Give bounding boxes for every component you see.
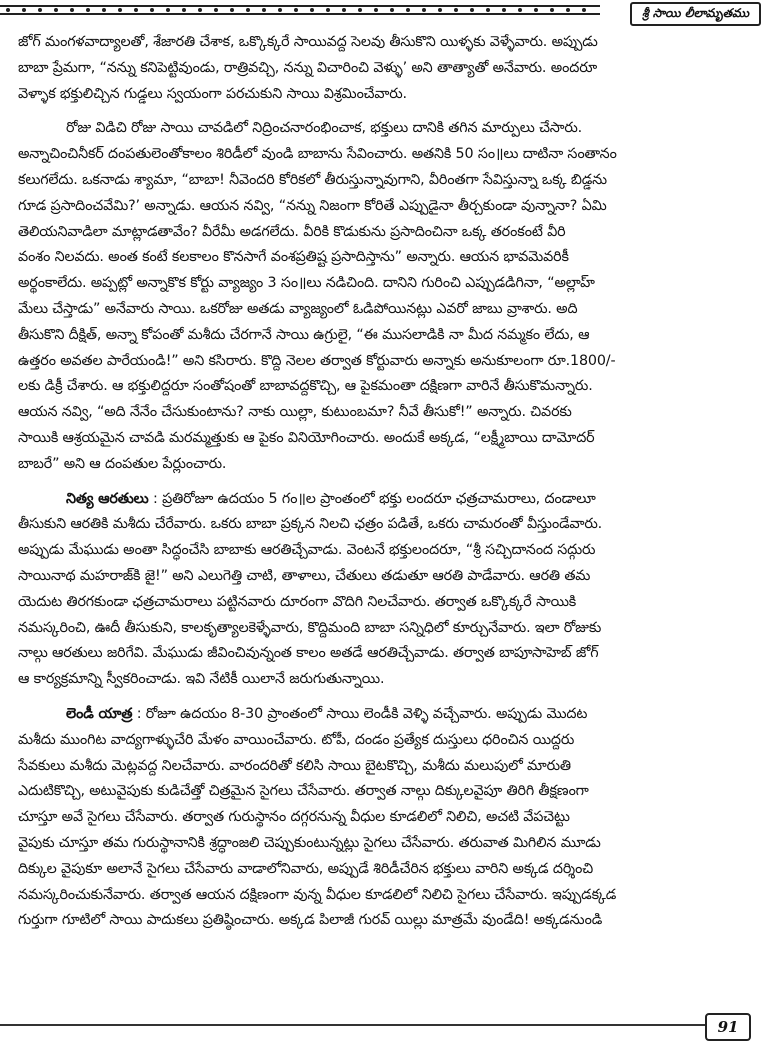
text-line: లకు డిక్రీ చేశారు. ఆ భక్తులిద్దరూ సంతోషంతో బాబావద్దకొచ్చి, ఆ పైకమంతా దక్షిణగా వారినే తీసుకొమన్నారు. (18, 378, 593, 395)
text-run: : రోజూ ఉదయం 8-30 ప్రాంతంలో సాయి లెండీకి వెళ్ళి వచ్చేవారు. అప్పుడు మొదట (132, 705, 588, 722)
running-header: శ్రీ సాయి లీలామృతము (630, 2, 761, 26)
footer-rule (0, 1024, 705, 1026)
text-line: కలుగలేదు. ఒకనాడు శ్యామా, “బాబా! నీవెందరి కోరికలో తీరుస్తున్నావుగాని, వీరింతగా సేవిస్తున్నా ఒక్క బిడ్డను (18, 171, 607, 188)
text-line: ఆయన నవ్వి, “అది నేనేం చేసుకుంటాను? నాకు యిల్లా, కుటుంబమా? నీవే తీసుకో!” అన్నారు. చివరకు (18, 404, 572, 421)
page-number: 91 (705, 1013, 751, 1041)
text-line: గుర్తుగా గూటిలో సాయి పాదుకలు ప్రతిష్ఠించారు. అక్కడ పిలాజీ గురవ్ యిల్లు మాత్రమే వుండేది! అక్కడనుండి (18, 912, 603, 929)
paragraph-anna-chinchinikar (18, 116, 751, 477)
text-line: జోగ్ మంగళవాద్యాలతో, శేజారతి చేశాక, ఒక్కొక్కరే సాయివద్ద సెలవు తీసుకొని యిళ్ళకు వెళ్ళేవారు. అప్పుడు (18, 34, 598, 50)
text-line: యెదుట తిరగకుండా ఛత్రచామరాలు పట్టినవారు దూరంగా వొదిగి నిలచేవారు. తర్వాత ఒక్కొక్కరే సాయికి (18, 593, 577, 610)
text-line: మశీదు ముంగిట వాద్యగాళ్ళుచేరి మేళం వాయించేవారు. టోపీ, దండం ప్రత్యేక దుస్తులు ధరించిన యిద్దరు (18, 731, 575, 748)
paragraph-lendi-yatra (18, 702, 751, 934)
text-line: వైపుకు చూస్తూ తమ గురుస్థానానికి శ్రద్ధాంజలి చెప్పుకుంటున్నట్లు సైగలు చేసేవారు. తరువాత మిగిలిన మూడు (18, 834, 601, 851)
text-line: సాయినాథ మహరాజ్‌కి జై!” అని ఎలుగెత్తి చాటి, తాళాలు, చేతులు తడుతూ ఆరతి పాడేవారు. ఆరతి తమ (18, 567, 591, 584)
text-line: తెలియనివాడిలా మాట్లాడతావేం? వీరేమీ అడగలేదు. వీరికి కొడుకును ప్రసాదించినా ఒక్క తరంకంటే వీరి (18, 223, 566, 240)
text-line: సాయికి ఆశ్రయమైన చావడి మరమ్మత్తుకు ఆ పైకం వినియోగించారు. అందుకే అక్కడ, “లక్ష్మీబాయి దామోదర్ (18, 429, 595, 446)
text-line: బాబా ప్రేమగా, “నన్ను కనిపెట్టివుండు, రాత్రివచ్చి, నన్ను విచారించి వెళ్ళు’ అని తాత్యాతో అనేవారు. అందరూ (18, 59, 598, 76)
text-line: దిక్కుల వైపుకూ అలానే సైగలు చేసేవారు వాడాలోనివారు, అప్పుడే శిరిడీచేరిన భక్తులు వారిని అక్కడ దర్శించి (18, 860, 594, 877)
text-line: తీసుకుని ఆరతికి మశీదు చేరేవారు. ఒకరు బాబా ప్రక్కన నిలచి ఛత్రం పడితే, ఒకరు చామరంతో వీస్తుండేవారు. (18, 516, 603, 533)
top-border (0, 0, 769, 24)
paragraph-nitya-aaratulu (18, 487, 751, 693)
section-lead: నిత్య ఆరతులు (66, 490, 149, 507)
page-body (18, 30, 751, 943)
text-line (18, 487, 751, 513)
text-line: తీసుకొని దీక్షిత్, అన్నా కోపంతో మశీదు చేరగానే సాయి ఉగ్రులై, “ఈ ముసలాడికి నా మీద నమ్మకం లేదు, ఆ (18, 326, 590, 343)
section-lead: లెండీ యాత్ర (66, 705, 133, 722)
text-line: చూస్తూ అవే సైగలు చేసేవారు. తర్వాత గురుస్థానం దగ్గరనున్న వీధుల కూడలిలో నిలిచి, అచటి వేపచెట్టు (18, 809, 570, 826)
text-line: వంశం నిలవదు. అంత కంటే కలకాలం కొనసాగే వంశప్రతిష్ట ప్రసాదిస్తాను” అన్నారు. ఆయన భావమెవరికీ (18, 249, 569, 266)
text-run: : ప్రతిరోజూ ఉదయం 5 గం॥ల ప్రాంతంలో భక్తు లందరూ ఛత్రచామరాలు, దండాలూ (148, 490, 596, 507)
text-line: గూడ ప్రసాదించవేమి?’ అన్నాడు. ఆయన నవ్వి, “నన్ను నిజంగా కోరితే ఎప్పుడైనా తీర్చకుండా వున్నానా? ఏమి (18, 197, 607, 214)
text-line: మేలు చేస్తాడు” అనేవారు సాయి. ఒకరోజు అతడు వ్యాజ్యంలో ఓడిపోయినట్లు ఎవరో జాబు వ్రాశారు. అది (18, 300, 578, 317)
text-line: నమస్కరించుకునేవారు. తర్వాత ఆయన దక్షిణంగా వున్న వీధుల కూడలిలో నిలిచి సైగలు చేసేవారు. ఇప్పుడక్కడ (18, 886, 617, 903)
text-line: వెళ్ళాక భక్తులిచ్చిన గుడ్డలు స్వయంగా పరచుకుని సాయి విశ్రమించేవారు. (18, 85, 407, 102)
text-line: అప్పుడు మేఘుడు అంతా సిద్ధంచేసి బాబాకు ఆరతిచ్చేవాడు. వెంటనే భక్తులందరూ, “శ్రీ సచ్చిదానంద సద్గురు (18, 542, 596, 559)
text-line: రోజు విడిచి రోజు సాయి చావడిలో నిద్రించనారంభించాక, భక్తులు దానికి తగిన మార్పులు చేసారు. (66, 120, 583, 137)
text-line (18, 702, 751, 728)
text-line: ఉత్తరం అవతల పారేయండి!” అని కసిరారు. కొద్ది నెలల తర్వాత కోర్టువారు అన్నాకు అనుకూలంగా రూ.1800/- (18, 352, 616, 369)
text-line: నాల్గు ఆరతులు జరిగేవి. మేఘుడు జీవించివున్నంత కాలం అతడే ఆరతిచ్చేవాడు. తర్వాత బాపూసాహెబ్ జోగ్ (18, 645, 599, 662)
text-line: నమస్కరించి, ఊదీ తీసుకుని, కాలకృత్యాలకెళ్ళేవారు, కొద్దిమంది బాబా సన్నిధిలో కూర్చునేవారు. ఇలా రోజుకు (18, 619, 602, 636)
text-line: ఆ కార్యక్రమాన్ని స్వీకరించాడు. ఇవి నేటికీ యిలానే జరుగుతున్నాయి. (18, 671, 385, 688)
text-line: ఎదుటికొచ్చి, అటువైపుకు కుడిచేత్తో చిత్రమైన సైగలు చేసేవారు. తర్వాత నాల్గు దిక్కులవైపూ తిరిగి తీక్షణంగా (18, 783, 589, 800)
text-line: బాబరే” అని ఆ దంపతుల పేర్లుంచారు. (18, 455, 227, 472)
text-line: సేవకులు మశీదు మెట్లవద్ద నిలచేవారు. వారందరితో కలిసి సాయి బైటకొచ్చి, మశీదు మలుపులో మారుతి (18, 757, 571, 774)
text-line: అర్థంకాలేదు. అప్పట్లో అన్నాకొక కోర్టు వ్యాజ్యం 3 సం॥లు నడిచింది. దానిని గురించి ఎప్పుడడిగినా, “అల్లాహ్ (18, 275, 595, 292)
text-line: అన్నాచించినీకర్ దంపతులెంతోకాలం శిరిడీలో వుండి బాబాను సేవించారు. అతనికి 50 సం॥లు దాటినా సంతానం (18, 146, 617, 163)
paragraph-shejarati (18, 30, 751, 107)
